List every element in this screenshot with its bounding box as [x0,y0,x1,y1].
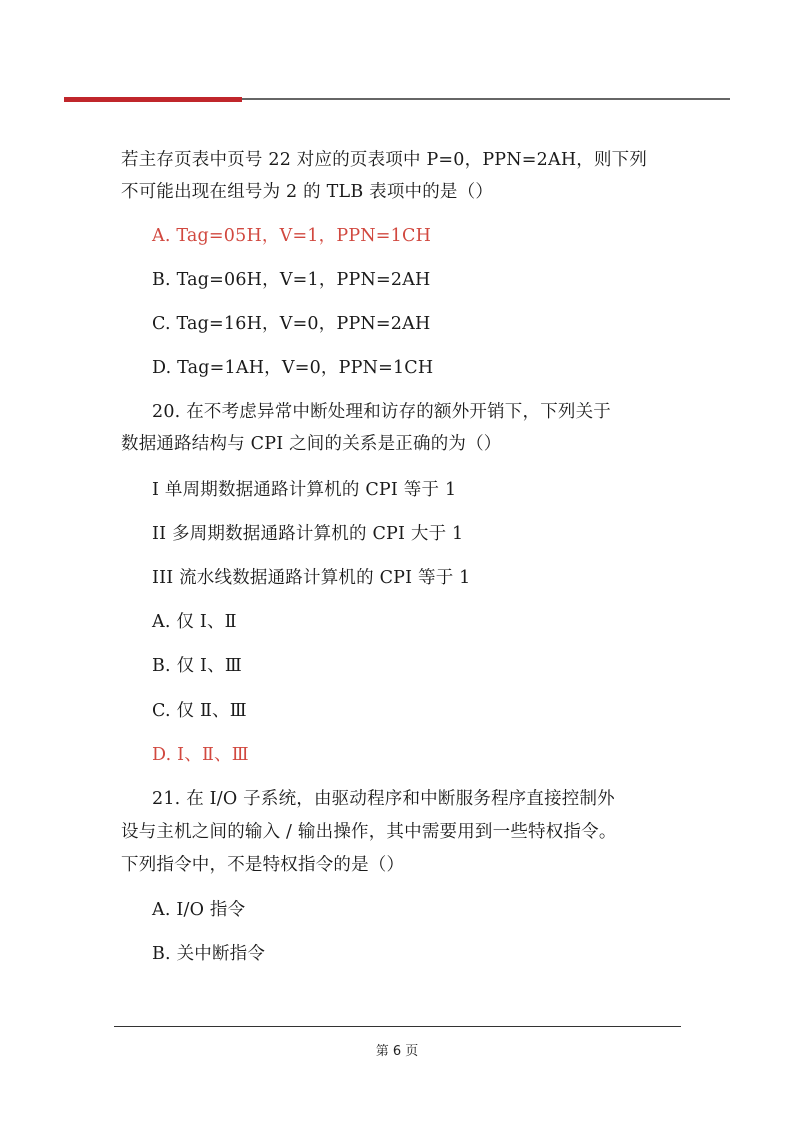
question-21-stem-line-3: 下列指令中，不是特权指令的是（） [121,855,405,875]
question-20-statement-2: II 多周期数据通路计算机的 CPI 大于 1 [152,524,464,544]
question-20-option-b: B. 仅 Ⅰ、Ⅲ [152,656,242,676]
question-20-stem-line-1: 20. 在不考虑异常中断处理和访存的额外开销下，下列关于 [152,402,611,422]
question-21-option-a: A. I/O 指令 [152,900,246,920]
question-20-statement-1: I 单周期数据通路计算机的 CPI 等于 1 [152,480,457,500]
header-rule [242,98,730,100]
question-20-option-d: D. Ⅰ、Ⅱ、Ⅲ [152,745,249,765]
header-accent-bar [64,97,242,102]
question-20-stem-line-2: 数据通路结构与 CPI 之间的关系是正确的为（） [121,434,502,454]
page-number: 第 6 页 [375,1044,419,1059]
question-20-option-a: A. 仅 Ⅰ、Ⅱ [152,612,237,632]
question-20-option-c: C. 仅 Ⅱ、Ⅲ [152,701,247,721]
question-21-stem-line-2: 设与主机之间的输入 / 输出操作，其中需要用到一些特权指令。 [121,822,617,842]
question-21-option-b: B. 关中断指令 [152,944,266,964]
question-20-statement-3: III 流水线数据通路计算机的 CPI 等于 1 [152,568,471,588]
question-21-stem-line-1: 21. 在 I/O 子系统，由驱动程序和中断服务程序直接控制外 [152,789,615,809]
footer-rule [114,1026,681,1027]
question-19-option-b: B. Tag=06H，V=1，PPN=2AH [152,270,431,290]
question-19-stem-line-1: 若主存页表中页号 22 对应的页表项中 P=0，PPN=2AH，则下列 [121,150,648,170]
question-19-option-c: C. Tag=16H，V=0，PPN=2AH [152,314,431,334]
question-19-option-d: D. Tag=1AH，V=0，PPN=1CH [152,358,434,378]
question-19-option-a: A. Tag=05H，V=1，PPN=1CH [152,226,432,246]
question-19-stem-line-2: 不可能出现在组号为 2 的 TLB 表项中的是（） [121,182,494,202]
